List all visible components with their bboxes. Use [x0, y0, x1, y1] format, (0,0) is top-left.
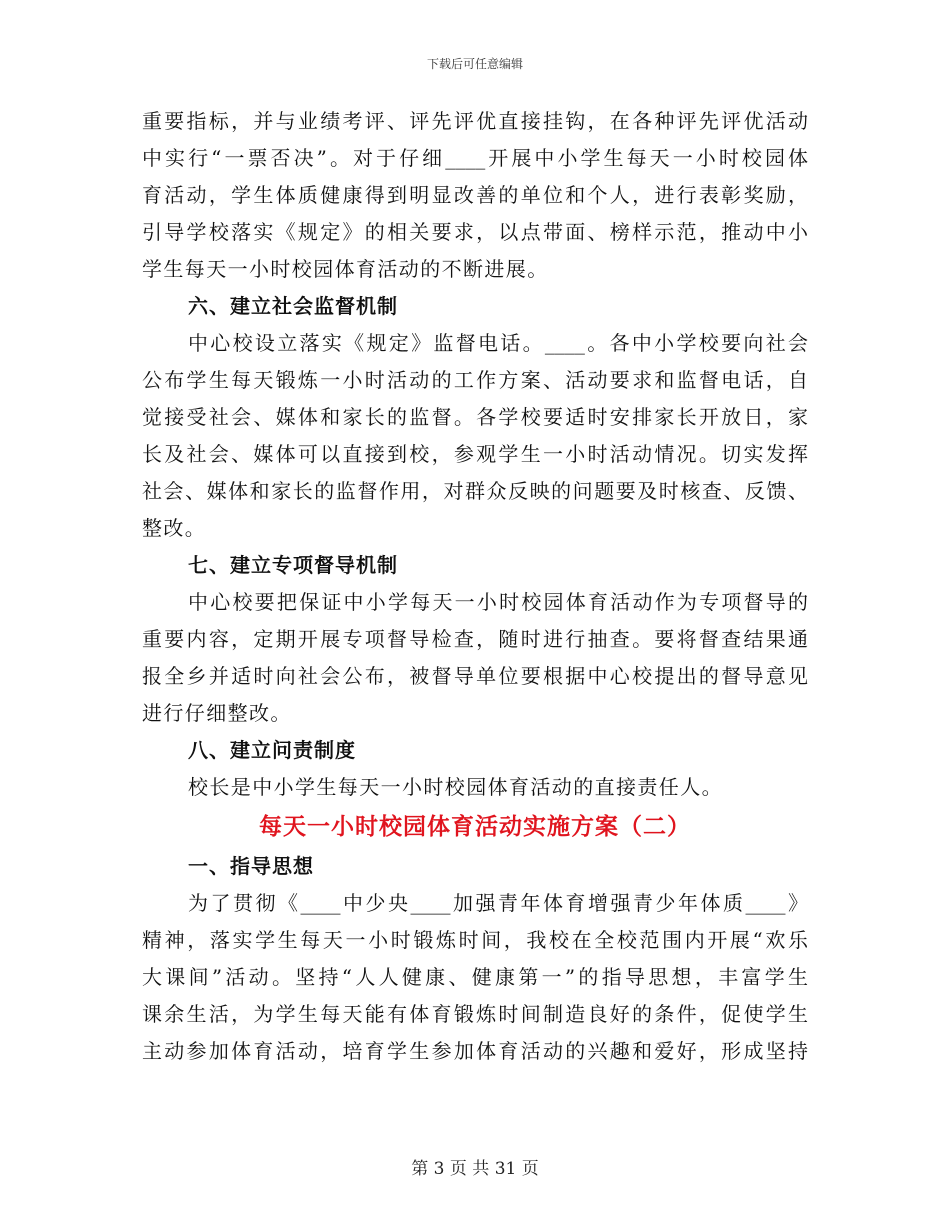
paragraph-line: 重要内容，定期开展专项督导检查，随时进行抽查。要将督查结果通: [142, 627, 808, 651]
paragraph-line: 课余生活，为学生每天能有体育锻炼时间制造良好的条件，促使学生: [142, 1002, 808, 1026]
paragraph-line: 整改。: [142, 516, 207, 540]
paragraph-line: 中心校设立落实《规定》监督电话。____。各中小学校要向社会: [188, 331, 808, 355]
paragraph-line: 觉接受社会、媒体和家长的监督。各学校要适时安排家长开放日，家: [142, 405, 808, 429]
paragraph-line: 学生每天一小时校园体育活动的不断进展。: [142, 257, 549, 281]
paragraph-line: 主动参加体育活动，培育学生参加体育活动的兴趣和爱好，形成坚持: [142, 1039, 808, 1063]
section-heading-7: 七、建立专项督导机制: [188, 553, 398, 577]
page-header: 下载后可任意编辑: [426, 57, 523, 71]
paragraph-line: 精神，落实学生每天一小时锻炼时间，我校在全校范围内开展“欢乐: [142, 928, 808, 952]
section-heading-1: 一、指导思想: [188, 854, 314, 878]
paragraph-line: 引导学校落实《规定》的相关要求，以点带面、榜样示范，推动中小: [142, 220, 808, 244]
paragraph-line: 报全乡并适时向社会公布，被督导单位要根据中心校提出的督导意见: [142, 664, 808, 688]
page-number: 第 3 页 共 31 页: [411, 1159, 539, 1179]
paragraph-line: 长及社会、媒体可以直接到校，参观学生一小时活动情况。切实发挥: [142, 442, 808, 466]
paragraph-line: 为了贯彻《____中少央____加强青年体育增强青少年体质____》: [188, 891, 808, 915]
paragraph-line: 重要指标，并与业绩考评、评先评优直接挂钩，在各种评先评优活动: [142, 109, 808, 133]
section-heading-8: 八、建立问责制度: [188, 738, 356, 762]
paragraph-line: 育活动，学生体质健康得到明显改善的单位和个人，进行表彰奖励，: [142, 183, 808, 207]
paragraph-line: 中实行“一票否决”。对于仔细____开展中小学生每天一小时校园体: [142, 146, 808, 170]
paragraph-line: 进行仔细整改。: [142, 701, 292, 725]
section-heading-6: 六、建立社会监督机制: [188, 294, 398, 318]
paragraph-line: 社会、媒体和家长的监督作用，对群众反映的问题要及时核查、反馈、: [142, 479, 808, 503]
document-body: [142, 103, 808, 1070]
paragraph-line: 校长是中小学生每天一小时校园体育活动的直接责任人。: [188, 775, 723, 799]
paragraph-line: 大课间”活动。坚持“人人健康、健康第一”的指导思想，丰富学生: [142, 965, 808, 989]
paragraph-line: 公布学生每天锻炼一小时活动的工作方案、活动要求和监督电话，自: [142, 368, 808, 392]
paragraph-line: 中心校要把保证中小学每天一小时校园体育活动作为专项督导的: [188, 590, 808, 614]
document-section-title: 每天一小时校园体育活动实施方案（二）: [259, 813, 691, 840]
